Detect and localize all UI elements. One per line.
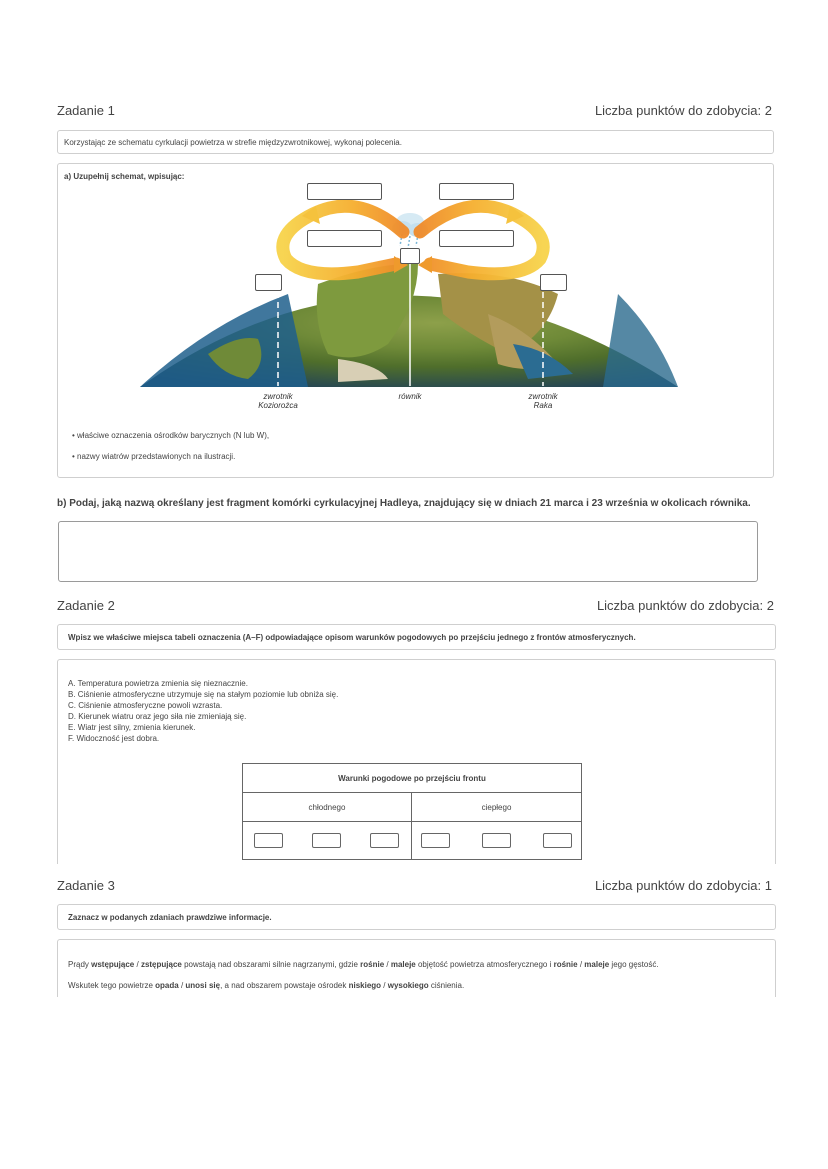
s1-sep-3: / xyxy=(577,960,585,969)
task2-instruction-box xyxy=(57,624,776,650)
task1-instruction: Korzystając ze schematu cyrkulacji powietrza w strefie międzyzwrotnikowej, wykonaj polecenia. xyxy=(64,138,402,147)
option-low-pressure[interactable]: niskiego xyxy=(348,981,382,990)
cold-answer-2[interactable] xyxy=(312,833,341,848)
option-density-grows[interactable]: rośnie xyxy=(553,960,578,969)
task1-points: Liczba punktów do zdobycia: 2 xyxy=(594,103,772,118)
option-d: D. Kierunek wiatru oraz jego siła nie zmieniają się. xyxy=(68,712,247,721)
option-sinks[interactable]: opada xyxy=(155,981,179,990)
task1-instruction-box xyxy=(57,130,774,154)
cancer-label-line1: zwrotnik xyxy=(528,392,558,401)
option-density-falls[interactable]: maleje xyxy=(584,960,610,969)
bullet-1: • właściwe oznaczenia ośrodków barycznych (N lub W), xyxy=(72,431,270,440)
pressure-center-capricorn-input[interactable] xyxy=(255,274,282,291)
warm-answer-3[interactable] xyxy=(543,833,572,848)
s2-text-2: , a nad obszarem powstaje ośrodek xyxy=(220,981,349,990)
option-volume-grows[interactable]: rośnie xyxy=(360,960,385,969)
s1-text-3: objętość powietrza atmosferycznego i xyxy=(415,960,554,969)
earth-dome xyxy=(140,264,678,387)
s2-sep-2: / xyxy=(381,981,388,990)
option-descending[interactable]: zstępujące xyxy=(140,960,182,969)
table-header: Warunki pogodowe po przejściu frontu xyxy=(242,763,582,793)
col-cold-header: chłodnego xyxy=(242,792,412,822)
warm-answer-2[interactable] xyxy=(482,833,511,848)
wind-name-lower-right-input[interactable] xyxy=(439,230,514,247)
task3-instruction: Zaznacz w podanych zdaniach prawdziwe informacje. xyxy=(68,913,272,922)
s1-text-4: jego gęstość. xyxy=(609,960,659,969)
task2-content-box xyxy=(57,659,776,864)
task3-points: Liczba punktów do zdobycia: 1 xyxy=(594,878,772,893)
warm-answer-1[interactable] xyxy=(421,833,450,848)
bullet-2: • nazwy wiatrów przedstawionych na ilustracji. xyxy=(72,452,236,461)
s2-text-3: ciśnienia. xyxy=(428,981,465,990)
col-warm-header: ciepłego xyxy=(411,792,582,822)
wind-name-upper-left-input[interactable] xyxy=(307,183,382,200)
cancer-label-line2: Raka xyxy=(533,401,553,410)
sentence-1 xyxy=(68,960,659,969)
task1-content-box xyxy=(57,163,774,478)
cold-answer-3[interactable] xyxy=(370,833,399,848)
capricorn-label-line2: Koziorożca xyxy=(258,401,298,410)
wind-name-lower-left-input[interactable] xyxy=(307,230,382,247)
option-high-pressure[interactable]: wysokiego xyxy=(387,981,429,990)
task2-title: Zadanie 2 xyxy=(57,598,115,613)
task3-content-box xyxy=(57,939,776,997)
task2-instruction: Wpisz we właściwe miejsca tabeli oznaczenia (A–F) odpowiadające opisom warunków pogodowych po przejściu jednego z frontów atmosferycznych. xyxy=(68,633,636,642)
option-volume-falls[interactable]: maleje xyxy=(390,960,416,969)
option-c: C. Ciśnienie atmosferyczne powoli wzrasta. xyxy=(68,701,223,710)
option-ascending[interactable]: wstępujące xyxy=(91,960,135,969)
part-a-label: a) Uzupełnij schemat, wpisując: xyxy=(64,172,185,181)
capricorn-label-line1: zwrotnik xyxy=(263,392,293,401)
task2-points: Liczba punktów do zdobycia: 2 xyxy=(596,598,774,613)
s1-sep-1: / xyxy=(134,960,141,969)
option-f: F. Widoczność jest dobra. xyxy=(68,734,160,743)
s1-text-2: powstają nad obszarami silnie nagrzanymi, gdzie xyxy=(181,960,361,969)
pressure-center-equator-input[interactable] xyxy=(400,248,420,264)
option-e: E. Wiatr jest silny, zmienia kierunek. xyxy=(68,723,196,732)
option-b: B. Ciśnienie atmosferyczne utrzymuje się na stałym poziomie lub obniża się. xyxy=(68,690,339,699)
part-b-answer-field[interactable] xyxy=(58,521,758,582)
part-b-question: b) Podaj, jaką nazwą określany jest fragment komórki cyrkulacyjnej Hadleya, znajdujący się w dniach 21 marca i 23 września w okolicach równika. xyxy=(57,498,751,509)
task3-instruction-box xyxy=(57,904,776,930)
task3-title: Zadanie 3 xyxy=(57,878,115,893)
option-rises[interactable]: unosi się xyxy=(185,981,221,990)
capricorn-label xyxy=(238,392,318,410)
options-list xyxy=(68,678,338,744)
s2-sep-1: / xyxy=(178,981,186,990)
s2-text-1: Wskutek tego powietrze xyxy=(68,981,156,990)
pressure-center-cancer-input[interactable] xyxy=(540,274,567,291)
option-a: A. Temperatura powietrza zmienia się nieznacznie. xyxy=(68,679,248,688)
wind-name-upper-right-input[interactable] xyxy=(439,183,514,200)
cancer-label xyxy=(503,392,583,410)
sentence-2 xyxy=(68,981,464,990)
equator-label: równik xyxy=(398,392,422,401)
hadley-cell-diagram xyxy=(58,164,775,414)
task1-title: Zadanie 1 xyxy=(57,103,115,118)
s1-sep-2: / xyxy=(384,960,391,969)
cold-answer-1[interactable] xyxy=(254,833,283,848)
s1-text-1: Prądy xyxy=(68,960,92,969)
